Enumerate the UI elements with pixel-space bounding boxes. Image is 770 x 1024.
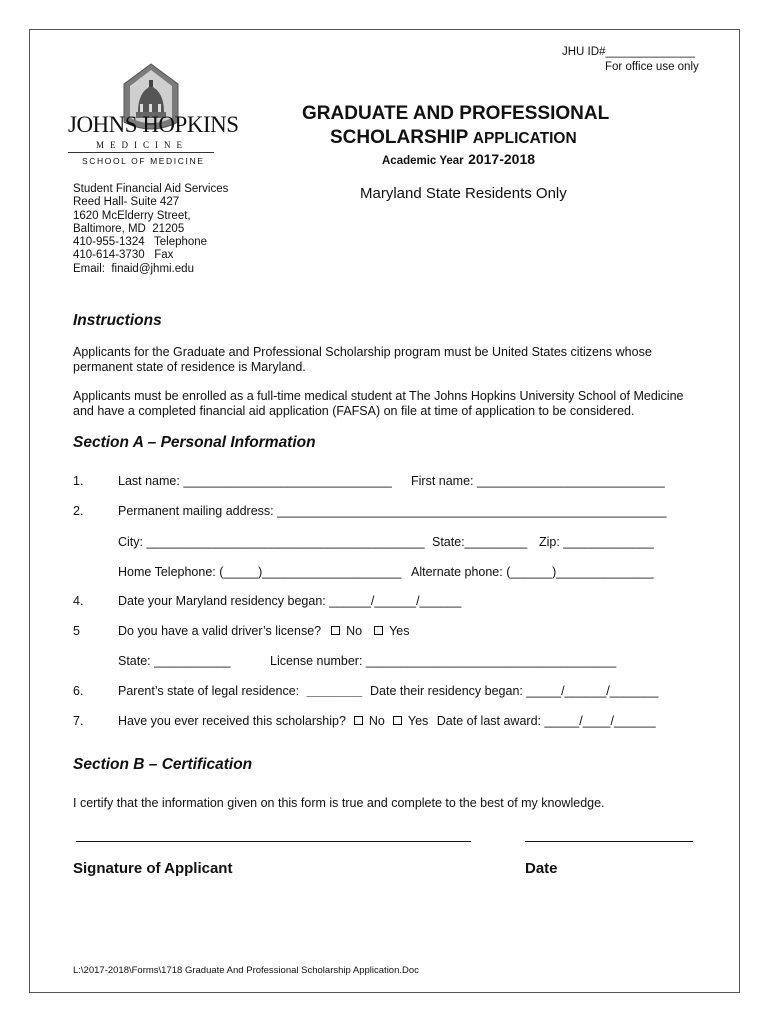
first-name-field[interactable]: First name: ___________________________ — [411, 474, 665, 488]
drivers-license-question — [118, 624, 410, 638]
contact-line: Student Financial Aid Services — [73, 183, 229, 195]
license-no-label: No — [346, 624, 363, 638]
zip-field[interactable]: Zip: _____________ — [539, 535, 654, 549]
jhu-id-field: JHU ID#______________ — [562, 46, 695, 58]
parent-state-question — [118, 684, 362, 698]
title-scholarship: SCHOLARSHIP — [330, 127, 469, 148]
logo-divider — [68, 152, 214, 153]
drivers-license-text: Do you have a valid driver’s license? — [118, 624, 322, 638]
last-name-field[interactable]: Last name: ______________________________ — [118, 474, 392, 488]
contact-line: 410-955-1324 Telephone — [73, 236, 208, 249]
contact-line: Reed Hall- Suite 427 — [73, 196, 180, 209]
subtitle: Maryland State Residents Only — [360, 185, 567, 202]
section-a-heading: Section A – Personal Information — [73, 434, 316, 451]
academic-year — [382, 151, 535, 169]
q2-number: 2. — [73, 504, 84, 518]
city-field[interactable]: City: ________________________________________ — [118, 535, 425, 549]
instructions-p1: Applicants for the Graduate and Professional Scholarship program must be United States citizens whose permanent state of residence is Maryland. — [73, 345, 652, 374]
license-number-field[interactable]: License number: ____________________________________ — [270, 654, 617, 668]
license-state-field[interactable]: State: ___________ — [118, 654, 231, 668]
contact-line: 410-614-3730 Fax — [73, 249, 174, 262]
parent-residency-date-field[interactable]: Date their residency began: _____/______/_______ — [370, 684, 659, 698]
date-line[interactable] — [525, 841, 693, 842]
instructions-heading: Instructions — [73, 312, 162, 329]
q1-number: 1. — [73, 474, 84, 488]
contact-line: Email: finaid@jhmi.edu — [73, 262, 194, 275]
alternate-phone-field[interactable]: Alternate phone: (______)______________ — [411, 565, 654, 579]
title-line1: GRADUATE AND PROFESSIONAL — [302, 103, 610, 124]
received-yes-label: Yes — [407, 714, 429, 728]
q5-number: 5 — [73, 624, 80, 638]
residency-date-field[interactable]: Date your Maryland residency began: ______/______/______ — [118, 594, 462, 608]
academic-year-label: Academic Year — [382, 155, 464, 167]
license-yes-checkbox[interactable] — [374, 626, 383, 635]
title-application: APPLICATION — [472, 130, 577, 147]
contact-block — [73, 183, 228, 276]
contact-line: Baltimore, MD 21205 — [73, 222, 185, 235]
license-yes-label: Yes — [389, 624, 410, 638]
received-no-label: No — [368, 714, 385, 728]
license-no-checkbox[interactable] — [331, 626, 340, 635]
mailing-address-field[interactable]: Permanent mailing address: ________________________________________________________ — [118, 504, 667, 518]
received-scholarship-text: Have you ever received this scholarship? — [118, 714, 346, 728]
contact-line: 1620 McElderry Street, — [73, 209, 191, 222]
q4-number: 4. — [73, 594, 84, 608]
parent-state-text: Parent’s state of legal residence: — [118, 684, 300, 698]
q7-number: 7. — [73, 714, 84, 728]
certification-text: I certify that the information given on this form is true and complete to the best of my knowledge. — [73, 796, 605, 810]
date-label: Date — [525, 860, 558, 877]
title-line2 — [330, 127, 577, 149]
state-field[interactable]: State:_________ — [432, 535, 528, 549]
logo-school: SCHOOL OF MEDICINE — [82, 156, 205, 166]
signature-label: Signature of Applicant — [73, 860, 233, 877]
instructions-p2: Applicants must be enrolled as a full-time medical student at The Johns Hopkins University School of Medicine and have a completed financial aid application (FAFSA) on file at time of application to be considered. — [73, 389, 684, 418]
signature-line[interactable] — [76, 841, 471, 842]
received-scholarship-question — [118, 714, 656, 728]
footer-file-path: L:\2017-2018\Forms\1718 Graduate And Professional Scholarship Application.Doc — [73, 965, 419, 976]
parent-state-field[interactable]: ________ — [306, 684, 363, 698]
home-telephone-field[interactable]: Home Telephone: (_____)____________________ — [118, 565, 402, 579]
received-no-checkbox[interactable] — [354, 716, 363, 725]
logo-medicine: MEDICINE — [96, 140, 188, 150]
q6-number: 6. — [73, 684, 84, 698]
section-b-heading: Section B – Certification — [73, 756, 253, 773]
academic-year-value: 2017-2018 — [468, 151, 536, 167]
logo-name: JOHNS HOPKINS — [68, 112, 239, 137]
last-award-date-field[interactable]: Date of last award: _____/____/______ — [436, 714, 656, 728]
office-use-note: For office use only — [605, 61, 699, 73]
received-yes-checkbox[interactable] — [393, 716, 402, 725]
